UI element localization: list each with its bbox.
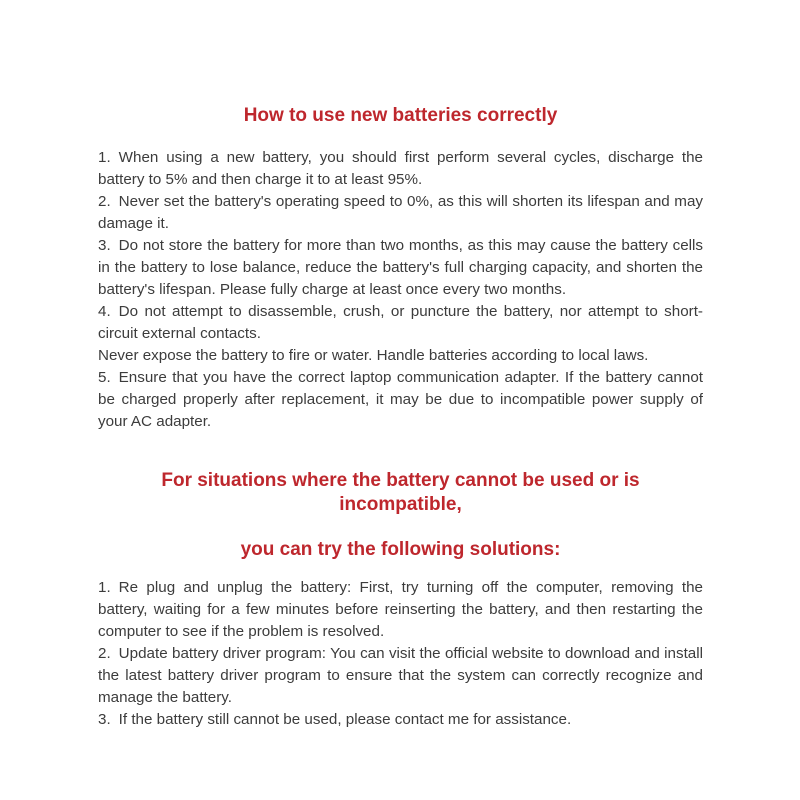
- item-text: Do not attempt to disassemble, crush, or puncture the battery, nor attempt to short-circuit external contacts.: [98, 303, 703, 342]
- solution-item-3: [98, 709, 703, 731]
- item-text: If the battery still cannot be used, please contact me for assistance.: [118, 711, 572, 728]
- item-text: Never set the battery's operating speed to 0%, as this will shorten its lifespan and may damage it.: [98, 193, 703, 232]
- item-number: 2.: [98, 645, 111, 662]
- item-number: 4.: [98, 303, 111, 320]
- instruction-item-1: [98, 147, 703, 191]
- item-text: Re plug and unplug the battery: First, try turning off the computer, removing the battery, waiting for a few minutes before reinserting the battery, and then restarting the computer to see if the problem is resolved.: [98, 579, 703, 640]
- solution-item-1: [98, 577, 703, 643]
- document-content: [98, 0, 703, 731]
- item-number: 1.: [98, 579, 111, 596]
- instruction-note: [98, 345, 703, 367]
- item-text: Ensure that you have the correct laptop communication adapter. If the battery cannot be charged properly after replacement, it may be due to incompatible power supply of your AC adapter.: [98, 369, 703, 430]
- item-number: 5.: [98, 369, 111, 386]
- instruction-item-5: [98, 367, 703, 433]
- instruction-item-3: [98, 235, 703, 301]
- item-text: When using a new battery, you should first perform several cycles, discharge the battery to 5% and then charge it to at least 95%.: [98, 149, 703, 188]
- instruction-item-4: [98, 301, 703, 345]
- section2-title-line1: For situations where the battery cannot be used or is incompatible,: [161, 470, 640, 515]
- instruction-item-2: [98, 191, 703, 235]
- solution-item-2: [98, 643, 703, 709]
- section1-title: How to use new batteries correctly: [243, 105, 558, 126]
- item-number: 1.: [98, 149, 111, 166]
- item-number: 3.: [98, 711, 111, 728]
- item-text: Update battery driver program: You can visit the official website to download and install the latest battery driver program to ensure that the system can correctly recognize and manage the battery.: [98, 645, 703, 706]
- item-text: Never expose the battery to fire or water. Handle batteries according to local laws.: [98, 347, 649, 364]
- section2-title-line2: you can try the following solutions:: [240, 539, 561, 560]
- item-number: 3.: [98, 237, 111, 254]
- item-text: Do not store the battery for more than two months, as this may cause the battery cells in the battery to lose balance, reduce the battery's full charging capacity, and shorten the battery's lifespan. Please fully charge at least once every two months.: [98, 237, 703, 298]
- item-number: 2.: [98, 193, 111, 210]
